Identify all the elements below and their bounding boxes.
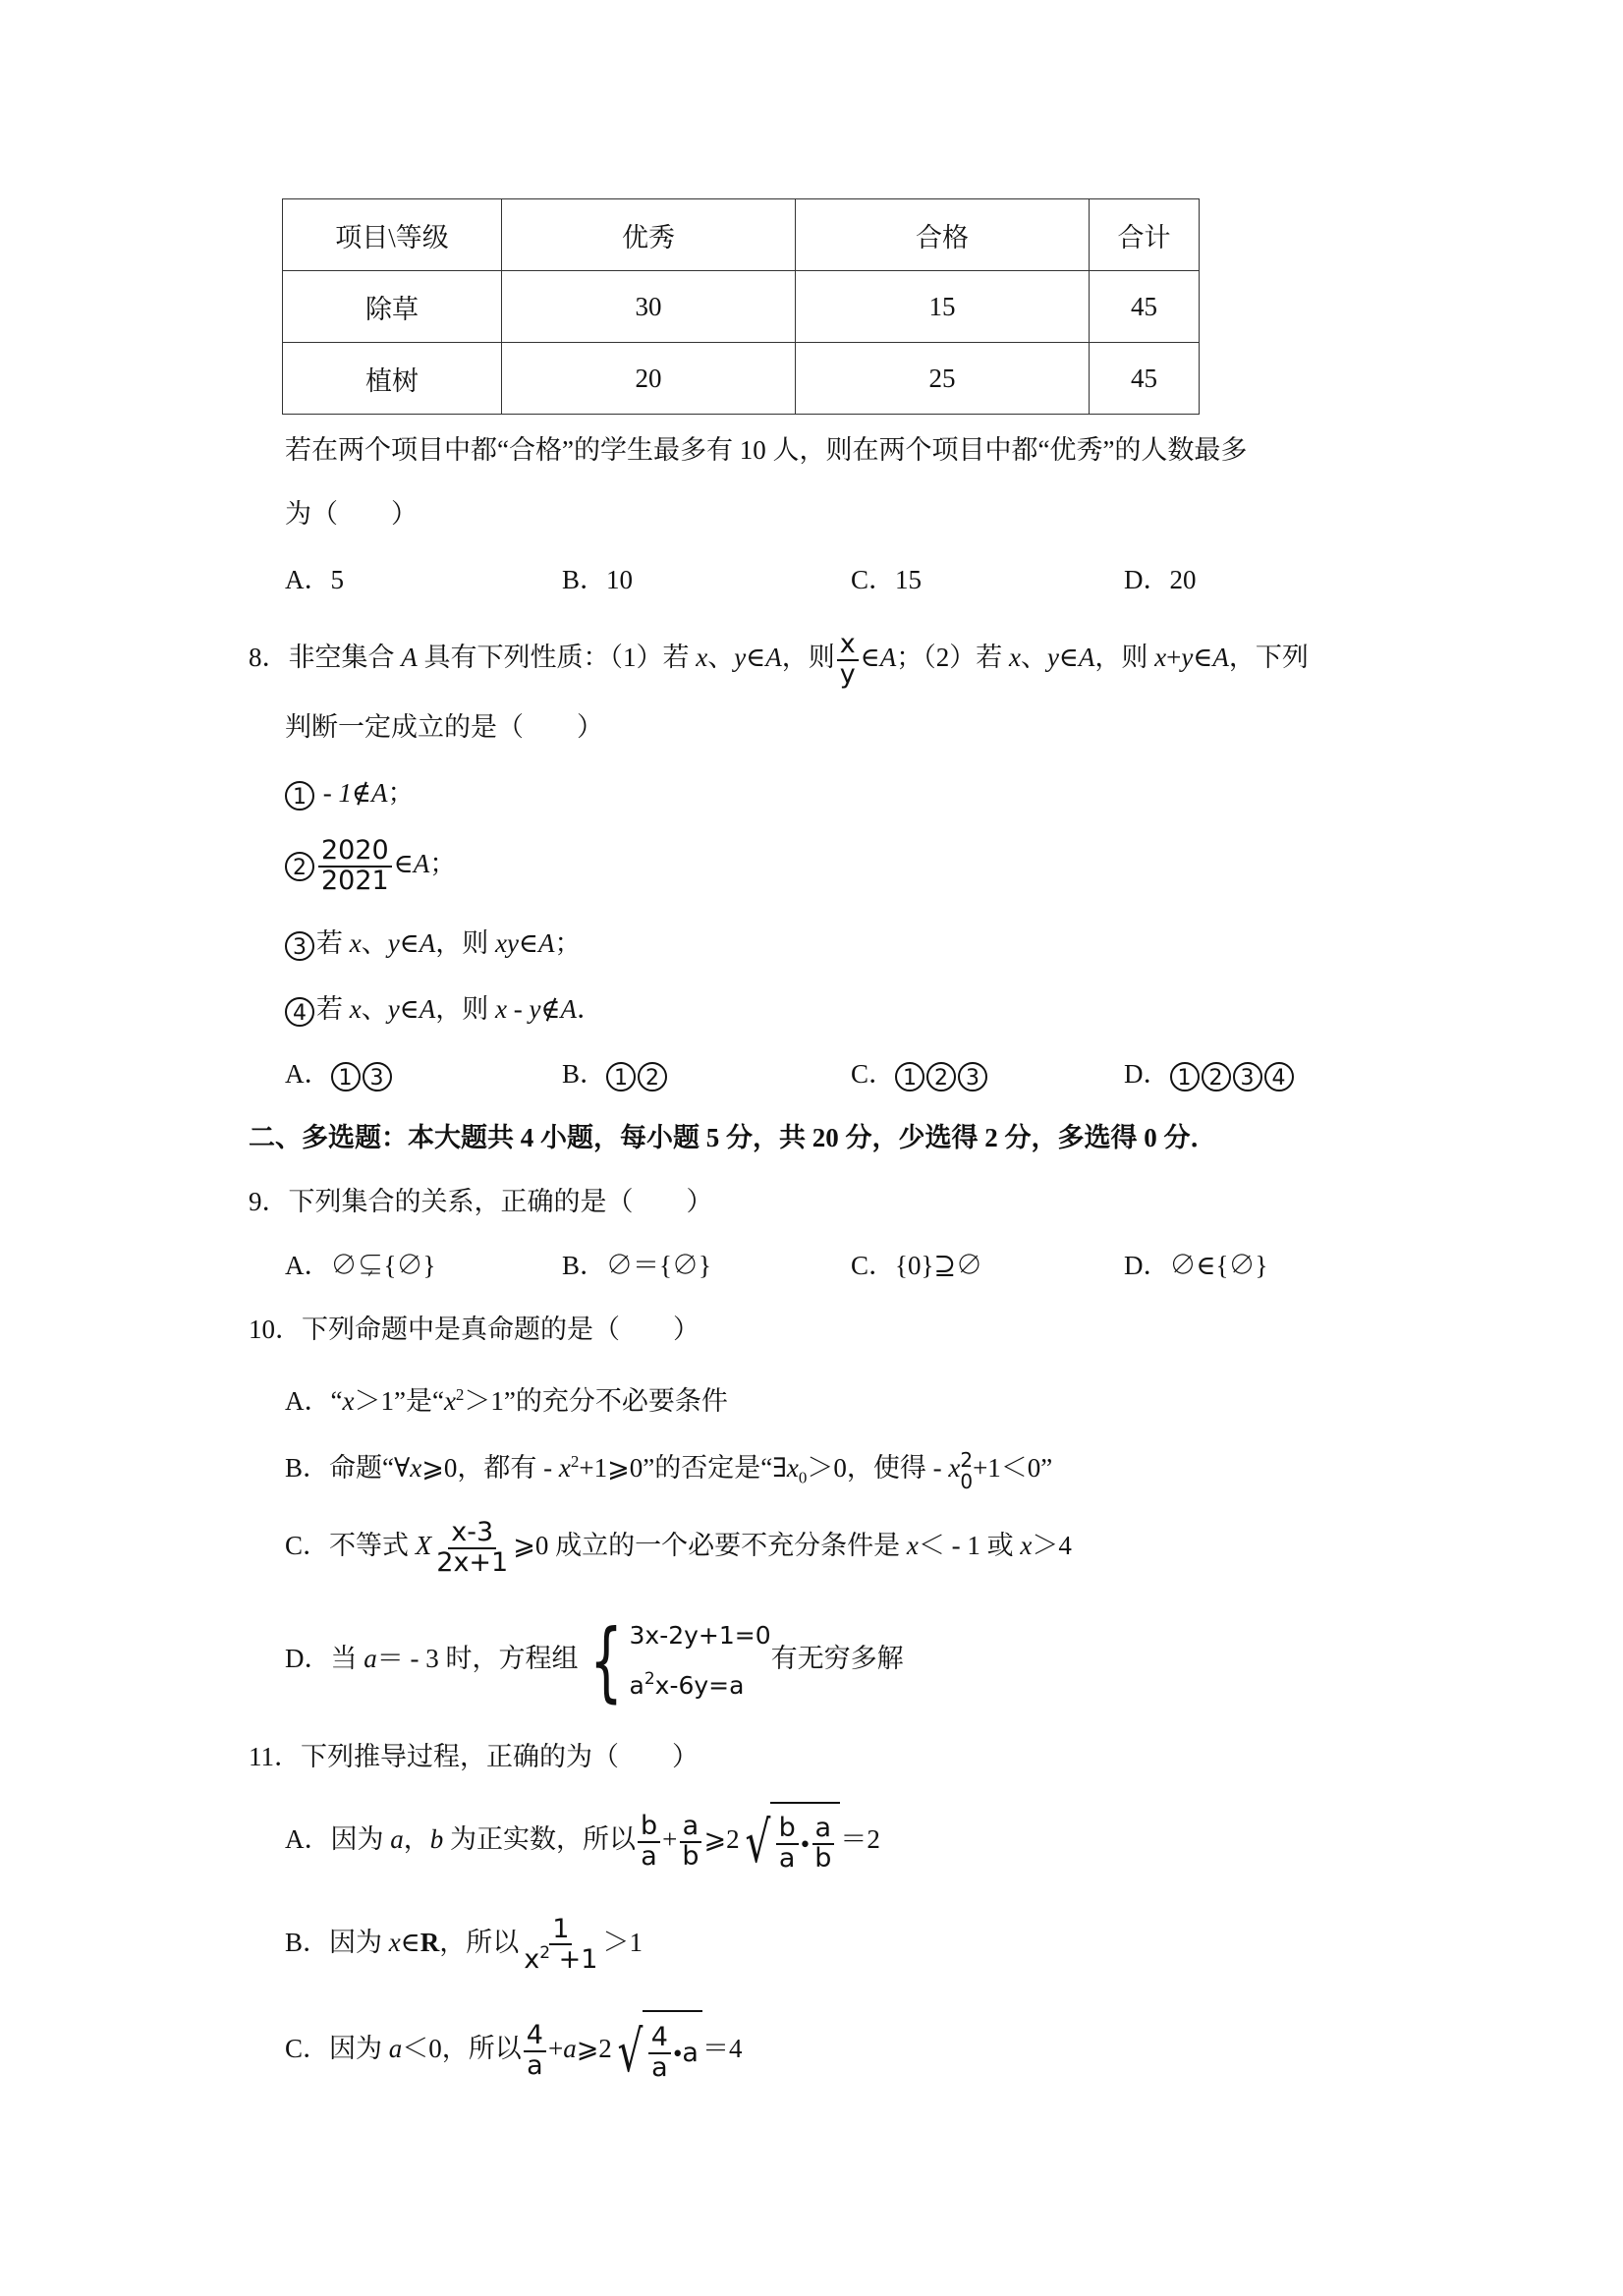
math-var: A <box>765 643 782 672</box>
q8-item-1 <box>285 773 415 812</box>
fraction <box>812 1815 834 1873</box>
q8-item-2 <box>285 832 456 895</box>
q10-option-d <box>285 1609 904 1711</box>
table-row <box>283 343 1200 415</box>
table-header-cell: 优秀 <box>502 199 796 271</box>
fraction-denominator: a <box>778 1842 796 1874</box>
q11-option-c <box>285 2009 742 2093</box>
math-var: a <box>563 2034 577 2063</box>
q7-option-d: D．20 <box>1124 565 1197 594</box>
q7-option-c: C．15 <box>851 565 923 594</box>
table-cell: 除草 <box>283 271 502 343</box>
table-header-cell: 合格 <box>796 199 1090 271</box>
text-run: ． <box>576 994 603 1024</box>
text-run: ∈ <box>399 928 420 958</box>
text-run: B．命题“∀ <box>285 1453 411 1483</box>
text-run: ； <box>554 928 582 958</box>
grade-table <box>282 198 1200 415</box>
text-run: ＝4 <box>701 2034 743 2063</box>
math-var: x <box>443 1386 456 1416</box>
table-cell: 15 <box>796 271 1090 343</box>
circled-number: 1 <box>331 1062 361 1092</box>
math-var: y <box>387 928 400 958</box>
text-run: • <box>800 1828 811 1859</box>
fraction-denominator: b <box>682 1840 700 1872</box>
table-cell: 45 <box>1090 271 1200 343</box>
table-cell: 30 <box>502 271 796 343</box>
fraction-numerator: a <box>680 1813 702 1842</box>
math-var: x <box>786 1453 799 1483</box>
circled-number: 2 <box>926 1062 956 1092</box>
text-run: ∈ <box>393 849 414 878</box>
q8-stem-line2: 判断一定成立的是（ ） <box>285 712 603 742</box>
text-run: x-6y=a <box>654 1671 745 1701</box>
radical-sign-icon: √ <box>617 2017 644 2085</box>
fraction-denominator: a <box>651 2051 668 2083</box>
fraction-denominator: 2x+1 <box>436 1546 509 1578</box>
circled-number: 1 <box>606 1062 636 1092</box>
q9-option-a: A．∅⊊{∅} <box>285 1251 436 1280</box>
fraction-numerator: x <box>837 631 859 660</box>
math-var: x <box>696 643 708 672</box>
math-var: A <box>401 643 418 672</box>
q8-item-4 <box>285 989 603 1029</box>
math-var: a <box>388 2034 403 2063</box>
text-run: ，下列 <box>1228 643 1309 672</box>
math-var: y <box>529 994 541 1024</box>
text-run: ； <box>387 778 415 808</box>
text-run: ，则 <box>1094 643 1155 672</box>
fraction-denominator: b <box>814 1842 832 1874</box>
q7-option-a: A．5 <box>285 565 344 594</box>
text-run: + <box>662 1824 678 1854</box>
radicand <box>770 1802 841 1882</box>
table-cell: 植树 <box>283 343 502 415</box>
math-set: R <box>420 1928 440 1957</box>
math-var: b <box>429 1824 444 1854</box>
q8-stem-line1 <box>249 629 1309 689</box>
text-run: ＞0，使得 - <box>807 1453 949 1483</box>
option-label: D． <box>1124 1059 1170 1089</box>
text-run: ⩾0，都有 - <box>421 1453 559 1483</box>
fraction-denominator <box>521 1945 600 1974</box>
text-run: ∈ <box>518 928 538 958</box>
text-run: ∈ <box>746 643 766 672</box>
fraction-numerator: b <box>776 1815 799 1844</box>
fraction-numerator: x-3 <box>448 1519 496 1548</box>
superscript: 2 <box>455 1385 465 1404</box>
table-header-row <box>283 199 1200 271</box>
circled-number: 3 <box>363 1062 392 1092</box>
text-run: ∈ <box>399 994 420 1024</box>
fraction-numerator: a <box>812 1815 835 1844</box>
text-run: 为正实数，所以 <box>443 1824 636 1854</box>
text-run: 若 <box>316 928 350 958</box>
math-var: A <box>879 643 897 672</box>
q10-option-c <box>285 1511 1072 1580</box>
text-run: A．“ <box>285 1386 343 1416</box>
equation-system <box>630 1614 771 1708</box>
text-run: C．因为 <box>285 2034 389 2063</box>
circled-number: 2 <box>638 1062 667 1092</box>
math-var: A <box>413 849 430 878</box>
q10-option-a <box>285 1375 728 1421</box>
superscript: 2 <box>570 1452 580 1471</box>
subscript: 0 <box>960 1469 974 1493</box>
text-run: +1 <box>550 1944 598 1976</box>
math-var: A <box>419 928 436 958</box>
math-var: y <box>1046 643 1059 672</box>
fraction-denominator: a <box>641 1840 657 1872</box>
q8-option-c <box>851 1054 989 1093</box>
superscript: 2 <box>644 1669 655 1690</box>
text-run: ，则 <box>435 928 495 958</box>
math-var: A <box>371 778 388 808</box>
q10-option-b <box>285 1442 1052 1497</box>
text-run: ∈ <box>860 643 880 672</box>
q8-option-a <box>285 1054 394 1093</box>
q11-option-a <box>285 1801 880 1882</box>
text-run: C．不等式 <box>285 1531 416 1560</box>
text-run: ，所以 <box>439 1928 520 1957</box>
text-run: ，则 <box>435 994 495 1024</box>
table-header-cell: 项目\等级 <box>283 199 502 271</box>
text-run: ⩾0 成立的一个必要不充分条件是 <box>513 1531 907 1560</box>
fraction-numerator: 2020 <box>318 837 392 867</box>
fraction <box>776 1815 799 1873</box>
text-run: ∈ <box>1058 643 1079 672</box>
table-cell: 20 <box>502 343 796 415</box>
fraction <box>521 1913 600 1976</box>
text-run: • <box>672 2038 683 2068</box>
math-var: x <box>1020 1531 1033 1560</box>
circled-number: 3 <box>285 931 314 961</box>
text-run: ∉ <box>352 778 371 808</box>
text-run: +1⩾0”的否定是“∃ <box>579 1453 787 1483</box>
left-brace-icon: { <box>588 1609 623 1711</box>
text-run: ＞4 <box>1032 1531 1072 1560</box>
math-var: a <box>390 1824 404 1854</box>
fraction <box>638 1813 660 1871</box>
text-run: 具有下列性质：（1）若 <box>417 643 697 672</box>
square-root <box>612 2010 702 2093</box>
circled-number: 1 <box>895 1062 924 1092</box>
text-run: ；（2）若 <box>896 643 1009 672</box>
q9-option-b: B．∅＝{∅} <box>562 1251 711 1280</box>
q7-stem-line2: 为（ ） <box>285 499 418 529</box>
math-var: x <box>948 1453 961 1483</box>
text-run: ＜ - 1 或 <box>918 1531 1021 1560</box>
superscript: 2 <box>539 1943 551 1964</box>
text-run: +1＜0” <box>973 1453 1053 1483</box>
math-var: x <box>349 994 362 1024</box>
math-var: x <box>1154 643 1167 672</box>
equation-line <box>630 1657 771 1708</box>
text-run: ； <box>429 849 457 878</box>
option-label: A． <box>285 1059 331 1089</box>
text-run: ⩾2 <box>703 1824 740 1854</box>
q8-item-3 <box>285 924 581 963</box>
fraction-denominator: 2021 <box>321 865 389 896</box>
text-run: ∉ <box>540 994 561 1024</box>
table-header-cell: 合计 <box>1090 199 1200 271</box>
math-var: x <box>349 928 362 958</box>
text-run: ＜0，所以 <box>402 2034 522 2063</box>
fraction <box>524 2022 546 2080</box>
table-cell: 45 <box>1090 343 1200 415</box>
text-run: ＞1 <box>602 1928 643 1957</box>
fraction <box>679 1813 701 1871</box>
equation-line: 3x-2y+1=0 <box>629 1621 771 1651</box>
math-var: A <box>560 994 577 1024</box>
text-run: ＞1”的充分不必要条件 <box>464 1386 728 1416</box>
q7-stem-line1: 若在两个项目中都“合格”的学生最多有 10 人，则在两个项目中都“优秀”的人数最多 <box>285 435 1248 465</box>
fraction <box>648 2024 671 2082</box>
circled-number: 4 <box>285 997 314 1027</box>
math-var: y <box>387 994 400 1024</box>
math-var: x <box>1008 643 1021 672</box>
q7-option-b: B．10 <box>562 565 634 594</box>
circled-number: 2 <box>1202 1062 1231 1092</box>
text-run: + <box>1166 643 1182 672</box>
circled-number: 2 <box>285 852 314 881</box>
fraction-numerator: 1 <box>549 1916 572 1945</box>
subscript: 0 <box>798 1468 808 1487</box>
text-run: 、 <box>1020 643 1047 672</box>
table-row <box>283 271 1200 343</box>
text-run: a <box>629 1671 644 1701</box>
text-run: ∈ <box>400 1928 420 1957</box>
text-run: a <box>682 2037 699 2068</box>
text-run: ， <box>403 1824 430 1854</box>
q9-option-c: C．{0}⊇∅ <box>851 1251 983 1280</box>
text-run: - <box>506 994 530 1024</box>
radical-sign-icon: √ <box>745 1808 771 1876</box>
math-var: x <box>342 1386 355 1416</box>
text-run: 8．非空集合 <box>249 643 402 672</box>
text-run: ，则 <box>781 643 835 672</box>
q11-stem: 11．下列推导过程，正确的为（ ） <box>249 1742 699 1771</box>
text-run: - <box>316 778 339 808</box>
superscript: 2 <box>960 1447 974 1472</box>
square-root <box>740 1802 841 1882</box>
fraction-numerator: 4 <box>648 2024 671 2053</box>
table-cell: 25 <box>796 343 1090 415</box>
math-var: y <box>1181 643 1194 672</box>
math-var: y <box>734 643 747 672</box>
fraction-numerator: 4 <box>524 2022 546 2051</box>
q8-option-d <box>1124 1054 1296 1093</box>
text-run: ⩾2 <box>576 2034 612 2063</box>
text-run: ＝ - 3 时，方程组 <box>376 1644 579 1673</box>
text-run: 、 <box>361 994 388 1024</box>
text-run: 有无穷多解 <box>770 1644 904 1673</box>
circled-number: 1 <box>1170 1062 1200 1092</box>
math-var: 1 <box>338 778 352 808</box>
math-var: A <box>1212 643 1229 672</box>
text-run: ＝2 <box>840 1824 880 1854</box>
circled-number: 3 <box>958 1062 987 1092</box>
math-var: x <box>558 1453 571 1483</box>
option-label: B． <box>562 1059 607 1089</box>
text-run: ＞1”是“ <box>354 1386 444 1416</box>
math-var: a <box>364 1644 377 1673</box>
math-var: x <box>410 1453 422 1483</box>
text-run: D．当 <box>285 1644 364 1673</box>
fraction-denominator: y <box>839 658 856 690</box>
text-run: ∈ <box>1193 643 1213 672</box>
text-run: 、 <box>361 928 388 958</box>
fraction-numerator: b <box>638 1813 660 1842</box>
text-run: 、 <box>707 643 735 672</box>
text-run: B．因为 <box>285 1928 389 1957</box>
circled-number: 3 <box>1233 1062 1262 1092</box>
q10-stem: 10．下列命题中是真命题的是（ ） <box>249 1315 700 1344</box>
text-run: A．因为 <box>285 1824 391 1854</box>
math-var: A <box>419 994 436 1024</box>
radicand <box>643 2010 702 2093</box>
text-run: + <box>547 2034 564 2063</box>
q8-option-b <box>562 1054 669 1093</box>
circled-number: 4 <box>1264 1062 1294 1092</box>
circled-number: 1 <box>285 781 314 811</box>
fraction-denominator: a <box>527 2049 543 2081</box>
math-var: X <box>415 1531 432 1560</box>
option-label: C． <box>851 1059 896 1089</box>
math-var: A <box>537 928 555 958</box>
math-var: xy <box>494 928 519 958</box>
section-heading: 二、多选题：本大题共 4 小题，每小题 5 分，共 20 分，少选得 2 分，多选得 0 分． <box>249 1123 1217 1152</box>
fraction <box>837 631 859 689</box>
text-run: 若 <box>316 994 350 1024</box>
math-var: A <box>1078 643 1095 672</box>
math-var: x <box>494 994 507 1024</box>
fraction <box>433 1519 511 1577</box>
q9-option-d: D．∅∈{∅} <box>1124 1251 1268 1280</box>
math-var: x <box>906 1531 919 1560</box>
sup-sub-stack <box>960 1449 973 1492</box>
text-run: x <box>524 1944 540 1976</box>
q9-stem: 9．下列集合的关系，正确的是（ ） <box>249 1187 713 1216</box>
math-var: x <box>388 1928 401 1957</box>
q11-option-b <box>285 1903 643 1982</box>
fraction <box>318 837 392 895</box>
